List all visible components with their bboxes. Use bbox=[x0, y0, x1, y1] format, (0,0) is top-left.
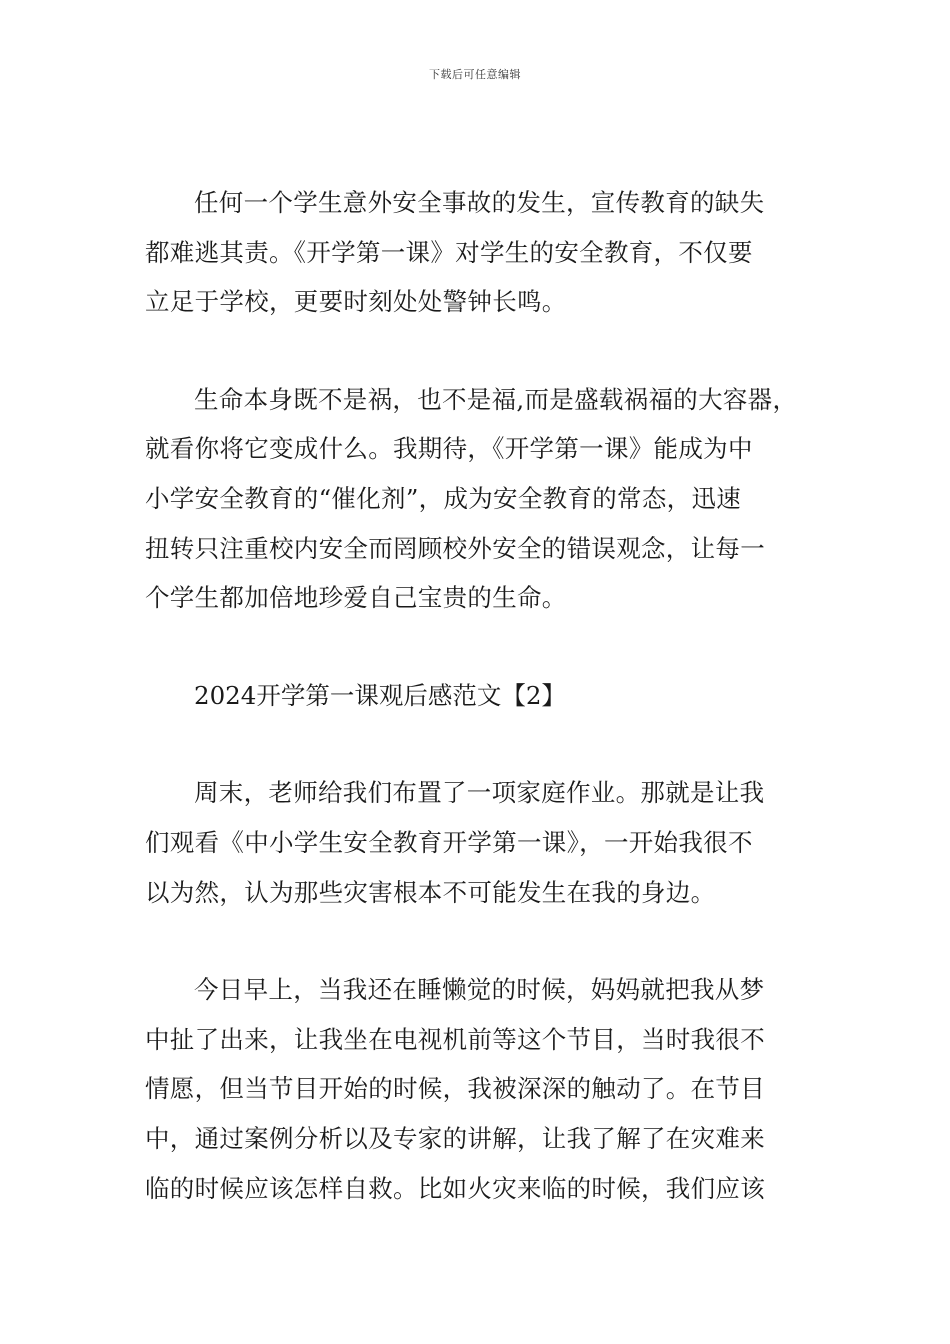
paragraph-line: 扭转只注重校内安全而罔顾校外安全的错误观念，让每一 bbox=[145, 533, 765, 563]
section-heading: 2024开学第一课观后感范文【2】 bbox=[194, 680, 566, 710]
paragraph-3 bbox=[145, 768, 813, 917]
paragraph-line: 们观看《中小学生安全教育开学第一课》，一开始我很不 bbox=[145, 827, 753, 857]
paragraph-line: 个学生都加倍地珍爱自己宝贵的生命。 bbox=[145, 583, 567, 613]
paragraph-line: 就看你将它变成什么。我期待，《开学第一课》能成为中 bbox=[145, 434, 753, 464]
paragraph-line: 临的时候应该怎样自救。比如火灾来临的时候，我们应该 bbox=[145, 1173, 765, 1203]
paragraph-line: 周末，老师给我们布置了一项家庭作业。那就是让我 bbox=[194, 778, 765, 808]
header-note: 下载后可任意编辑 bbox=[429, 68, 521, 81]
paragraph-line: 以为然，认为那些灾害根本不可能发生在我的身边。 bbox=[145, 877, 716, 907]
paragraph-4 bbox=[145, 965, 813, 1213]
paragraph-line: 中扯了出来，让我坐在电视机前等这个节目，当时我很不 bbox=[145, 1024, 765, 1054]
paragraph-line: 中，通过案例分析以及专家的讲解，让我了解了在灾难来 bbox=[145, 1123, 765, 1153]
paragraph-1 bbox=[145, 178, 813, 327]
paragraph-line: 立足于学校，更要时刻处处警钟长鸣。 bbox=[145, 287, 567, 317]
paragraph-2 bbox=[145, 375, 813, 623]
paragraph-line: 今日早上，当我还在睡懒觉的时候，妈妈就把我从梦 bbox=[194, 975, 765, 1005]
paragraph-line: 生命本身既不是祸，也不是福,而是盛载祸福的大容器， bbox=[194, 384, 798, 414]
document-body bbox=[145, 178, 813, 1261]
paragraph-line: 都难逃其责。《开学第一课》对学生的安全教育，不仅要 bbox=[145, 237, 753, 267]
paragraph-line: 任何一个学生意外安全事故的发生，宣传教育的缺失 bbox=[194, 188, 765, 217]
paragraph-line: 情愿，但当节目开始的时候，我被深深的触动了。在节目 bbox=[145, 1074, 765, 1104]
paragraph-line: 小学安全教育的“催化剂”，成为安全教育的常态，迅速 bbox=[145, 483, 742, 513]
